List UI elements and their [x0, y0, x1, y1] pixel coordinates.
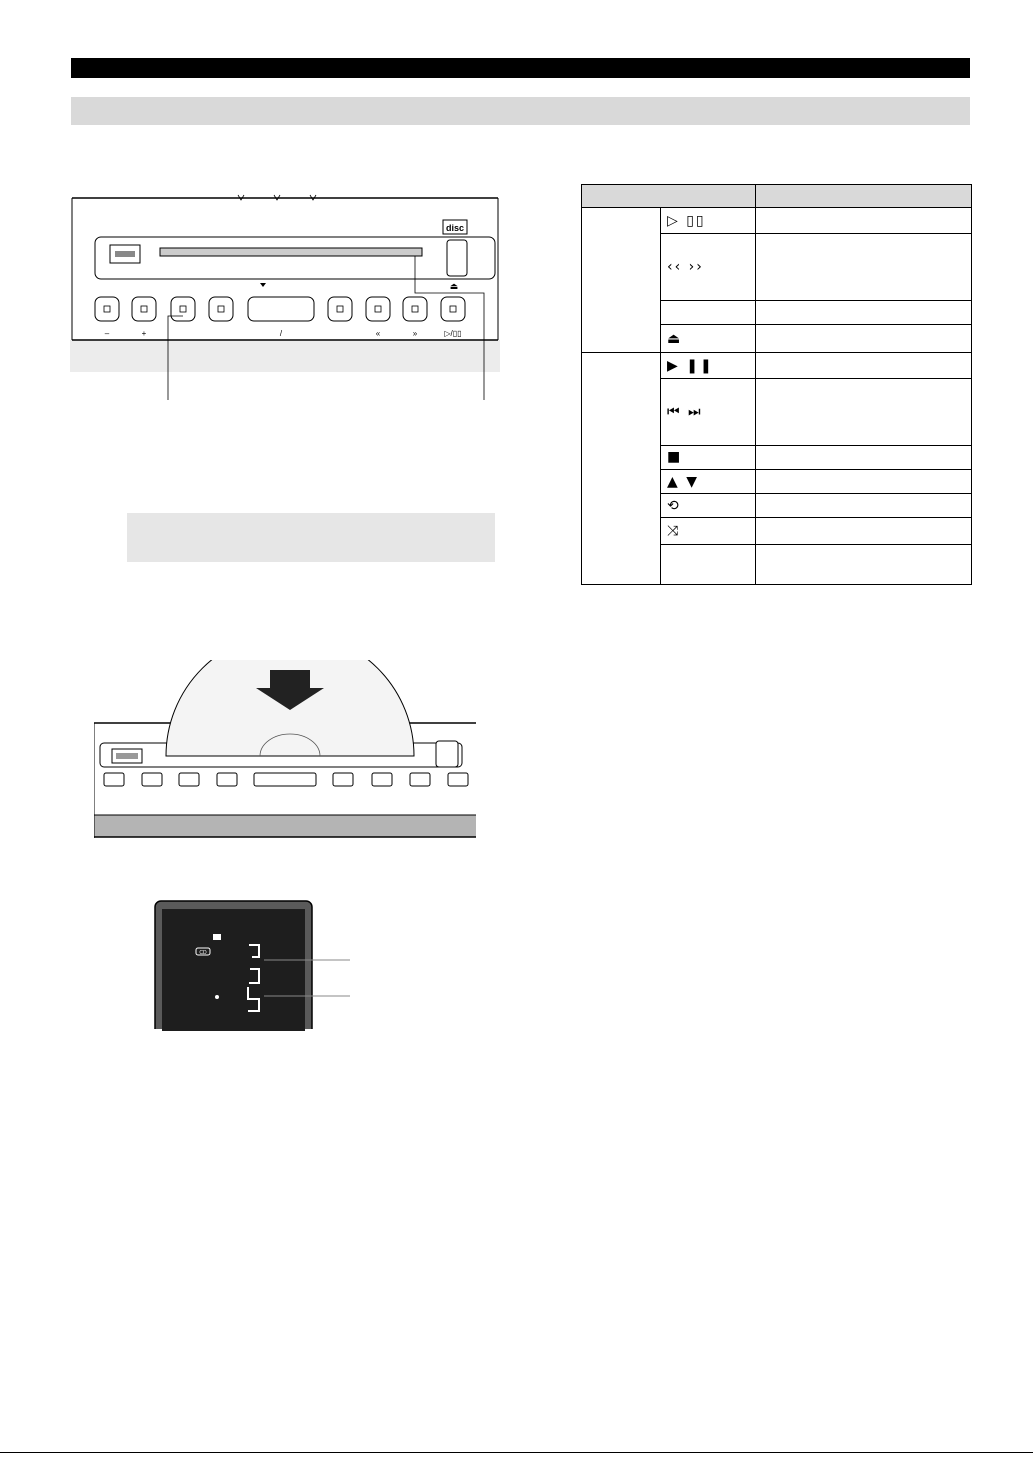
eject-icon: ⏏	[661, 325, 756, 353]
skip-outline-icon: ‹‹ ››	[661, 234, 756, 300]
play-pause-icon: ▶ ❚❚	[661, 353, 756, 379]
table-cell	[756, 325, 972, 353]
disc-insertion-illustration	[94, 660, 478, 842]
title-bar	[71, 58, 970, 78]
button-label: «	[375, 329, 381, 338]
table-row	[582, 208, 972, 234]
table-header	[582, 185, 756, 208]
group-front-panel	[582, 208, 661, 353]
button-label: –	[104, 329, 110, 338]
play-pause-outline-icon: ▷ ▯▯	[661, 208, 756, 234]
button-label: ▷/▯▯	[444, 329, 462, 338]
button-label: »	[412, 329, 418, 338]
button-label: +	[141, 329, 147, 338]
controls-table	[581, 184, 972, 585]
cd-indicator-label: CD	[199, 950, 207, 956]
panel-buttons	[95, 297, 465, 321]
stop-icon: ■	[661, 445, 756, 469]
display-panel-illustration	[152, 899, 352, 1031]
table-cell	[661, 300, 756, 324]
table-cell	[756, 494, 972, 518]
svg-text:disc: disc	[445, 223, 465, 233]
skip-prev-next-icon: ⏮ ⏭	[661, 379, 756, 445]
up-down-icon: ▲ ▼	[661, 470, 756, 494]
table-cell	[756, 518, 972, 544]
repeat-icon: ⟲	[661, 494, 756, 518]
table-row	[582, 353, 972, 379]
button-label: /	[279, 329, 283, 338]
table-cell	[756, 470, 972, 494]
table-cell	[661, 544, 756, 584]
compact-disc-logo	[443, 220, 467, 234]
table-cell	[756, 544, 972, 584]
shuffle-icon: ⤨	[661, 518, 756, 544]
group-remote-control	[582, 353, 661, 585]
eject-label: ⏏	[449, 281, 459, 291]
section-heading-bar	[71, 97, 970, 125]
front-panel-illustration	[70, 190, 500, 400]
page-bottom-rule	[0, 1452, 1033, 1453]
table-cell	[756, 300, 972, 324]
table-cell	[756, 379, 972, 445]
table-cell	[756, 445, 972, 469]
table-header-row	[582, 185, 972, 208]
table-cell	[756, 234, 972, 300]
play-indicator-icon	[213, 934, 221, 940]
table-cell	[756, 208, 972, 234]
note-box	[127, 513, 495, 562]
table-cell	[756, 353, 972, 379]
table-header	[756, 185, 972, 208]
standby-button[interactable]	[248, 297, 314, 321]
